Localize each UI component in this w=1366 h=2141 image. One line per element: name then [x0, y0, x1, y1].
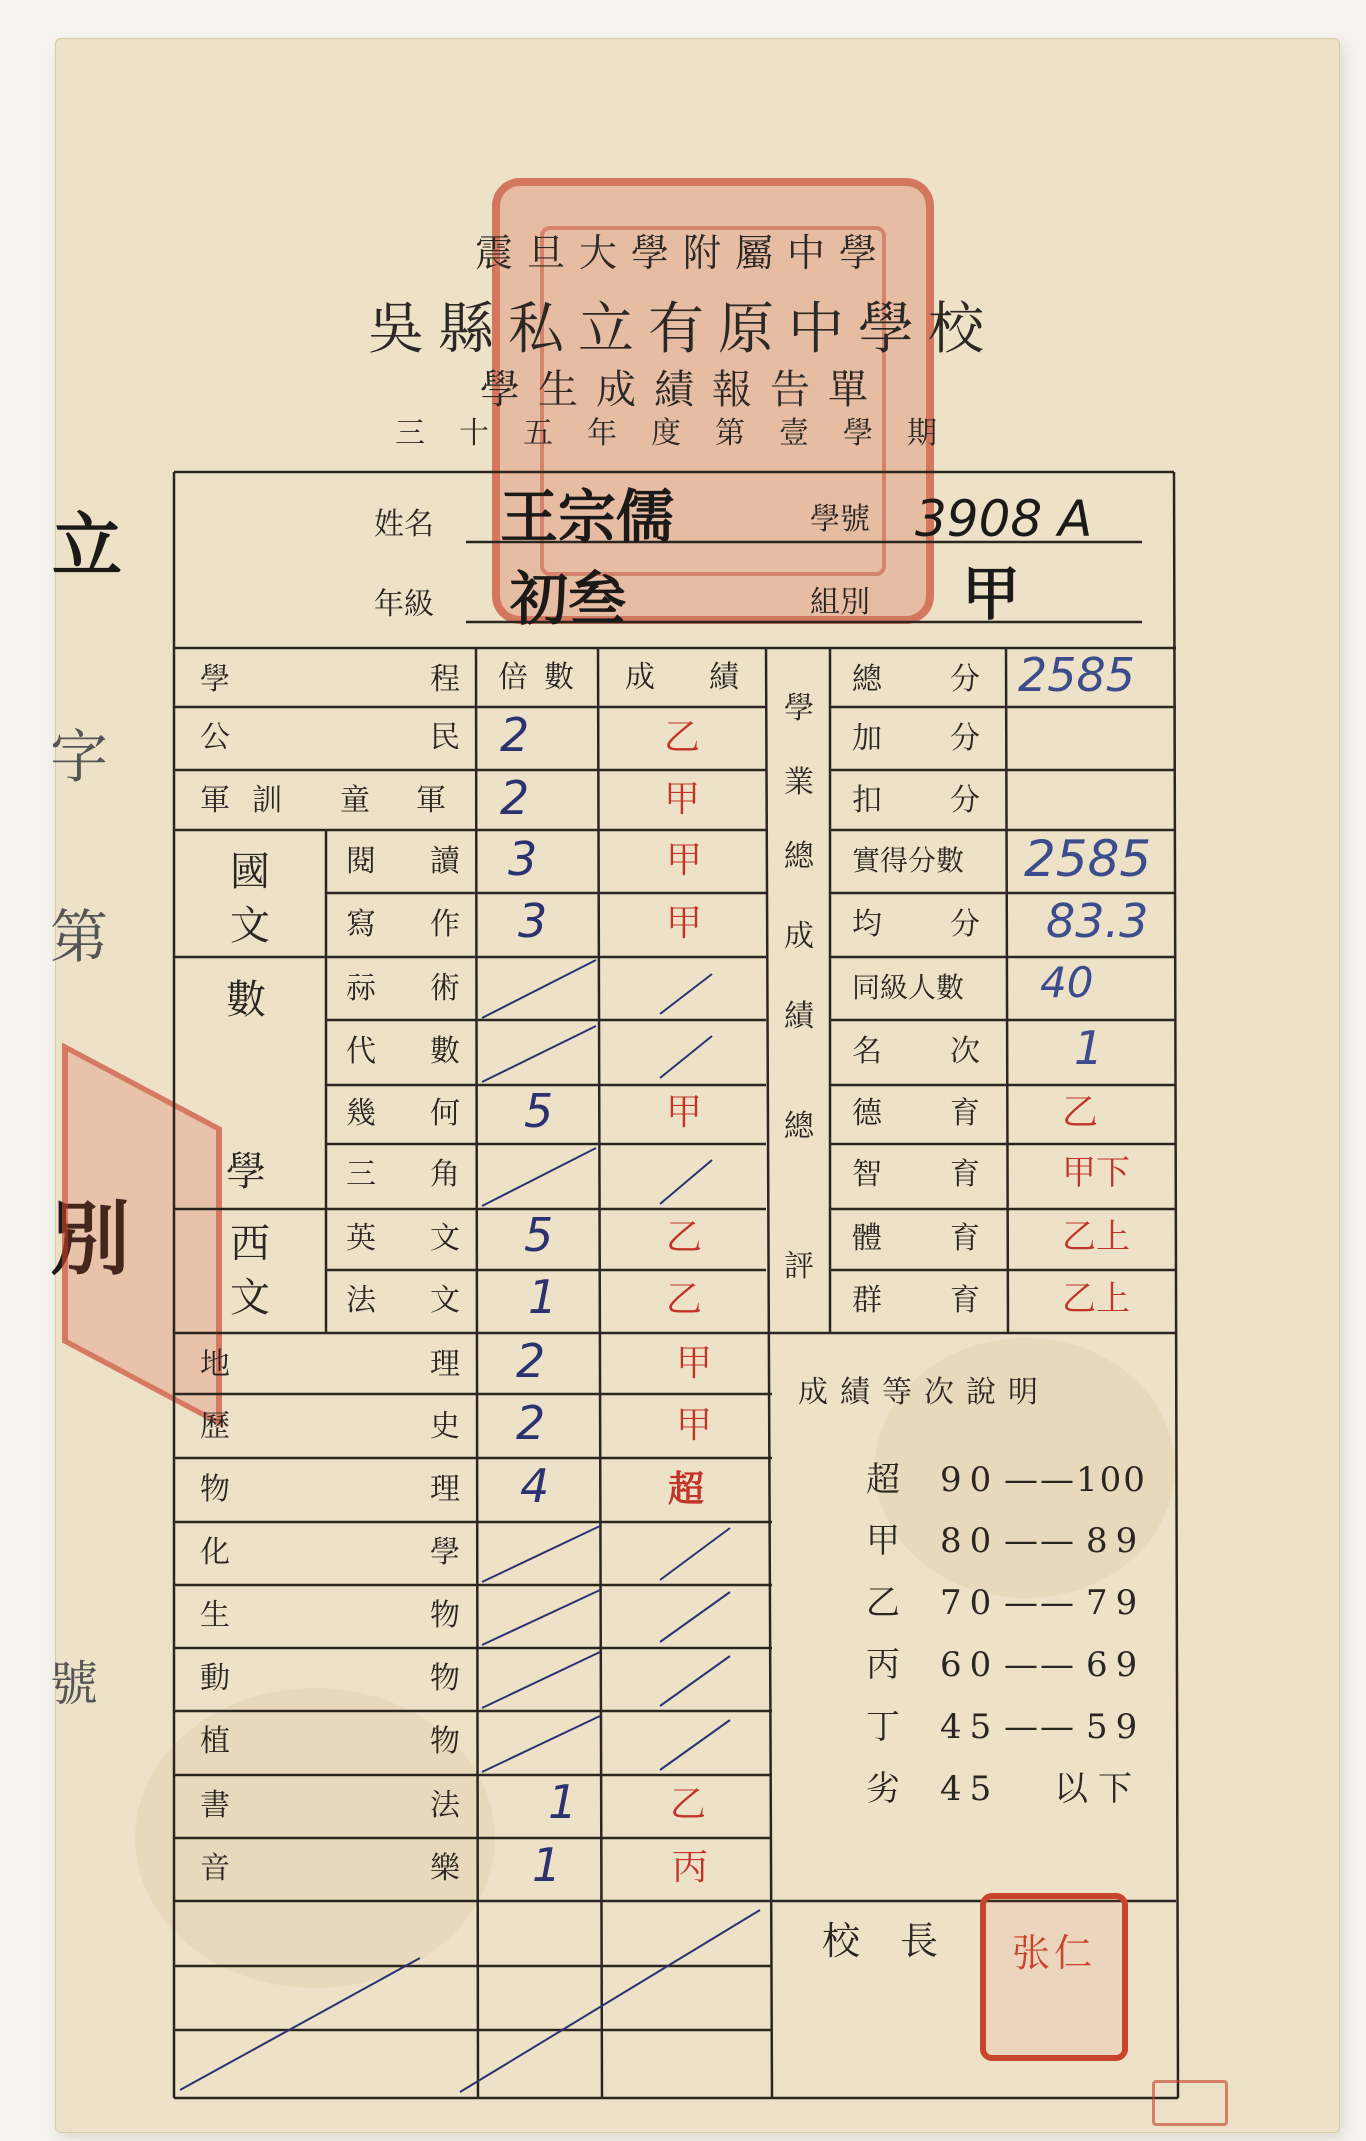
subject-label: 作: [430, 907, 460, 942]
summary-label: 同級人數: [852, 971, 965, 1004]
margin-char: 別: [50, 1192, 130, 1286]
term-line: 三十五年度第壹學期: [395, 416, 971, 451]
subject-weight: 2: [500, 771, 530, 825]
legend-grade: 丙: [866, 1645, 902, 1685]
legend-low: 80: [940, 1521, 1000, 1561]
summary-label: 分: [950, 721, 980, 756]
principal-seal-text: 张仁: [1011, 1931, 1096, 1975]
group-label: 組別: [810, 585, 870, 620]
principal-label: 校長: [822, 1919, 979, 1963]
subject-label: 理: [430, 1472, 460, 1507]
name-label: 姓名: [374, 507, 434, 542]
summary-label: 總: [852, 662, 882, 697]
subject-weight: 1: [528, 1270, 558, 1324]
subject-label: 英: [346, 1221, 376, 1256]
legend-dash: ——: [1004, 1521, 1076, 1561]
legend-high: 79: [1086, 1583, 1146, 1623]
group-value: 甲: [962, 560, 1021, 628]
subject-label: 代: [346, 1034, 376, 1069]
subject-weight: 1: [532, 1838, 562, 1892]
subject-label: 幾: [346, 1096, 376, 1131]
summary-vertical-char: 學: [784, 691, 814, 726]
legend-grade: 超: [866, 1460, 902, 1500]
summary-label: 群: [852, 1283, 882, 1318]
subject-label: 地: [200, 1347, 230, 1382]
subject-label: 文: [430, 1221, 460, 1256]
subject-label: 民: [430, 720, 460, 755]
subject-score: 甲: [664, 779, 701, 820]
student-name: 王宗儒: [500, 483, 675, 551]
legend-dash: ——: [1004, 1583, 1076, 1623]
subject-label: 物: [200, 1472, 230, 1507]
subject-label: 學: [430, 1535, 460, 1570]
subject-label: 動: [200, 1661, 230, 1696]
subject-label: 法: [346, 1283, 376, 1318]
legend-high: 69: [1086, 1645, 1146, 1685]
legend-grade: 乙: [866, 1583, 902, 1623]
subject-header-left: 學: [200, 662, 230, 697]
subject-score: 丙: [672, 1847, 709, 1888]
summary-value: 乙上: [1062, 1217, 1130, 1257]
subject-score: 甲: [676, 1405, 713, 1446]
summary-value: 2585: [1024, 830, 1152, 888]
margin-char: 字: [50, 723, 109, 791]
subject-label: 植: [200, 1724, 230, 1759]
student-id-label: 學號: [810, 502, 870, 537]
school-name: 吳縣私立有原中學校: [368, 297, 998, 362]
legend-high: 89: [1086, 1521, 1146, 1561]
subject-label: 數: [430, 1034, 460, 1069]
group-math-b: 學: [226, 1149, 266, 1195]
summary-value: 1: [1074, 1021, 1104, 1075]
subject-weight: 2: [516, 1334, 546, 1388]
subject-label: 寫: [346, 907, 376, 942]
group-chinese-a: 國: [230, 849, 270, 895]
subject-label: 書: [200, 1788, 230, 1823]
subject-label: 三: [346, 1157, 376, 1192]
summary-value: 乙: [1062, 1092, 1099, 1133]
subject-label: 何: [430, 1096, 460, 1131]
legend-grade: 丁: [866, 1707, 902, 1747]
summary-vertical-char: 成: [784, 919, 814, 954]
legend-grade: 甲: [866, 1521, 902, 1561]
affiliation-line: 震旦大學附屬中學: [474, 231, 891, 275]
summary-label: 智: [852, 1157, 882, 1192]
subject-weight: 5: [524, 1084, 554, 1138]
subject-label: 童軍: [340, 783, 492, 818]
subject-label: 物: [430, 1724, 460, 1759]
summary-value: 甲下: [1062, 1153, 1130, 1193]
group-western-a: 西: [230, 1221, 270, 1267]
subject-label: 文: [430, 1283, 460, 1318]
subject-label: 樂: [430, 1851, 460, 1886]
legend-low: 70: [940, 1583, 1000, 1623]
legend-low: 45: [940, 1707, 1000, 1747]
legend-high: 59: [1086, 1707, 1146, 1747]
legend-high: 100: [1076, 1460, 1147, 1500]
subject-weight: 2: [516, 1396, 546, 1450]
summary-value: 乙上: [1062, 1279, 1130, 1319]
summary-value: 40: [1040, 958, 1094, 1007]
subject-weight: 3: [518, 894, 548, 948]
subject-label: 生: [200, 1598, 230, 1633]
subject-weight: 5: [524, 1208, 554, 1262]
legend-low: 60: [940, 1645, 1000, 1685]
subject-label: 歷: [200, 1409, 230, 1444]
legend-high: 以下: [1054, 1769, 1142, 1809]
summary-label: 名: [852, 1034, 882, 1069]
legend-low: 45: [940, 1769, 1000, 1809]
summary-label: 加: [852, 721, 882, 756]
subject-score: 乙: [670, 1784, 707, 1825]
summary-label: 體: [852, 1221, 882, 1256]
subject-label: 化: [200, 1535, 230, 1570]
summary-label: 均: [852, 907, 882, 942]
legend-grade: 劣: [866, 1769, 902, 1809]
subject-weight: 2: [500, 708, 530, 762]
summary-label: 分: [950, 783, 980, 818]
legend-dash: ——: [1004, 1645, 1076, 1685]
grade-label: 年級: [374, 587, 434, 622]
summary-label: 扣: [852, 783, 882, 818]
subject-weight: 3: [508, 832, 538, 886]
summary-value: 83.3: [1046, 894, 1149, 948]
subject-label: 史: [430, 1409, 460, 1444]
summary-vertical-char: 業: [784, 765, 814, 800]
summary-label: 育: [950, 1157, 980, 1192]
subject-label: 音: [200, 1851, 230, 1886]
summary-label: 德: [852, 1096, 882, 1131]
subject-score: 乙: [666, 1217, 703, 1258]
subject-label: 理: [430, 1347, 460, 1382]
subject-score: 乙: [664, 717, 701, 758]
subject-label: 物: [430, 1661, 460, 1696]
subject-weight: 4: [520, 1459, 550, 1513]
subject-label: 物: [430, 1598, 460, 1633]
summary-vertical-char: 總: [784, 1109, 814, 1144]
summary-label: 分: [950, 907, 980, 942]
summary-vertical-char: 總: [784, 839, 814, 874]
subject-label: 閱: [346, 844, 376, 879]
summary-label: 育: [950, 1283, 980, 1318]
summary-vertical-char: 評: [784, 1249, 814, 1284]
subject-score: 超: [668, 1468, 705, 1510]
summary-label: 分: [950, 662, 980, 697]
small-seal: [1152, 2080, 1228, 2126]
subject-label: 讀: [430, 844, 460, 879]
summary-label: 育: [950, 1096, 980, 1131]
margin-char: 號: [50, 1656, 99, 1712]
subject-score: 甲: [666, 1092, 703, 1133]
grade-value: 初叁: [510, 565, 627, 633]
principal-seal: [980, 1893, 1128, 2061]
summary-label: 育: [950, 1221, 980, 1256]
summary-value: 2585: [1018, 648, 1136, 702]
group-western-b: 文: [230, 1275, 270, 1321]
subject-label: 祘: [346, 971, 376, 1006]
subject-score: 甲: [676, 1343, 713, 1384]
subject-label: 軍訓: [200, 783, 304, 818]
report-title: 學生成績報告單: [480, 367, 886, 413]
student-id: 3908 A: [915, 490, 1093, 548]
legend-title: 成績等次說明: [798, 1375, 1050, 1410]
subject-label: 法: [430, 1788, 460, 1823]
subject-weight: 1: [548, 1775, 578, 1829]
summary-label: 實得分數: [852, 844, 965, 877]
score-header: 成績: [625, 660, 793, 695]
legend-dash: ——: [1004, 1460, 1076, 1500]
subject-label: 角: [430, 1157, 460, 1192]
subject-label: 術: [430, 971, 460, 1006]
legend-low: 90: [940, 1460, 1000, 1500]
group-chinese-b: 文: [230, 903, 270, 949]
weight-header: 倍數: [498, 660, 590, 695]
margin-char: 立: [52, 504, 122, 587]
margin-char: 第: [50, 903, 109, 971]
group-math-a: 數: [226, 977, 266, 1023]
subject-score: 乙: [666, 1279, 703, 1320]
summary-vertical-char: 績: [784, 999, 814, 1034]
subject-label: 公: [200, 720, 230, 755]
summary-label: 次: [950, 1034, 980, 1069]
subject-header-right: 程: [430, 662, 460, 697]
subject-score: 甲: [666, 903, 703, 944]
subject-score: 甲: [666, 840, 703, 881]
legend-dash: ——: [1004, 1707, 1076, 1747]
